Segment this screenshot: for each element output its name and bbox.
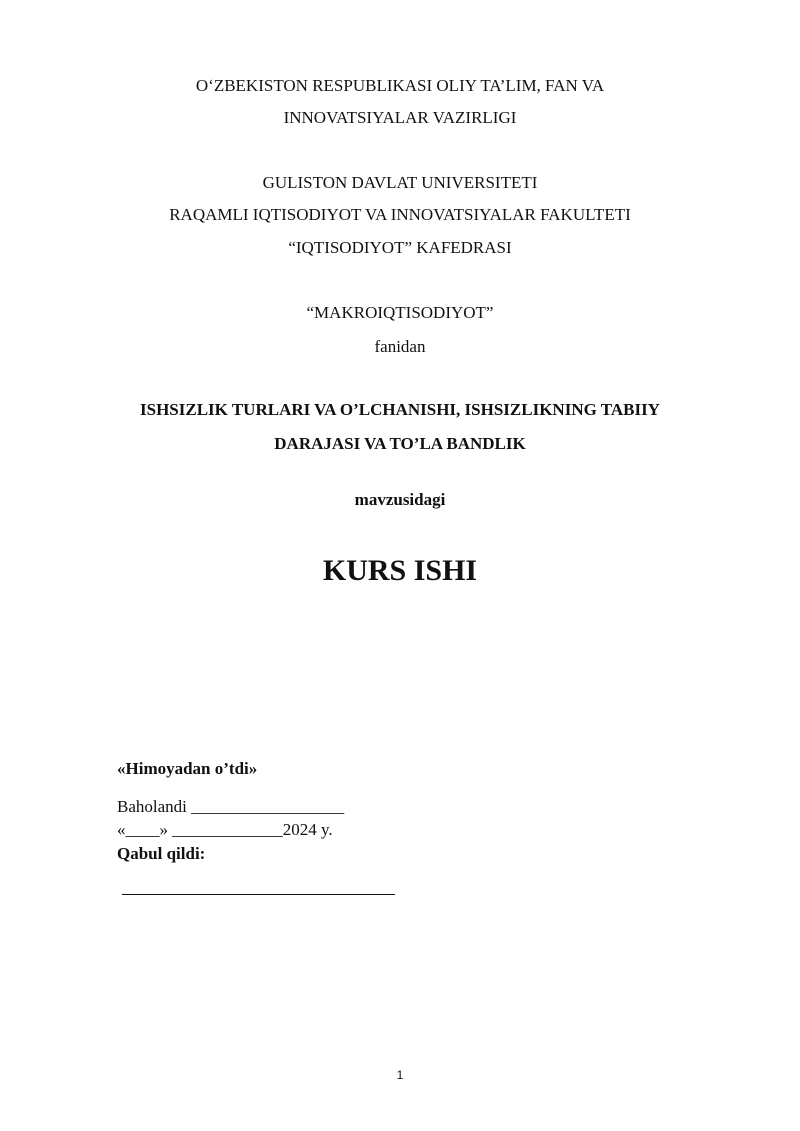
- accepted-by-label: Qabul qildi:: [117, 844, 206, 863]
- defense-heading: «Himoyadan o’tdi»: [117, 759, 258, 778]
- topic-line-1: ISHSIZLIK TURLARI VA O’LCHANISHI, ISHSIZLIKNING TABIIY: [140, 400, 660, 419]
- date-line: «____» _____________2024 y.: [117, 820, 333, 839]
- grade-line: Baholandi __________________: [117, 797, 345, 816]
- subject-suffix: fanidan: [374, 337, 426, 356]
- ministry-line-2: INNOVATSIYALAR VAZIRLIGI: [283, 108, 517, 127]
- page-number: 1: [396, 1068, 404, 1082]
- signature-line: [122, 894, 395, 895]
- topic-line-2: DARAJASI VA TO’LA BANDLIK: [274, 434, 526, 453]
- topic-suffix: mavzusidagi: [354, 490, 446, 509]
- subject-name: “MAKROIQTISODIYOT”: [306, 303, 494, 322]
- document-title: KURS ISHI: [322, 554, 478, 587]
- ministry-line-1: O‘ZBEKISTON RESPUBLIKASI OLIY TA’LIM, FAN VA: [195, 76, 605, 95]
- university-name: GULISTON DAVLAT UNIVERSITETI: [262, 173, 538, 192]
- faculty-name: RAQAMLI IQTISODIYOT VA INNOVATSIYALAR FAKULTETI: [169, 205, 631, 224]
- department-name: “IQTISODIYOT” KAFEDRASI: [288, 238, 512, 257]
